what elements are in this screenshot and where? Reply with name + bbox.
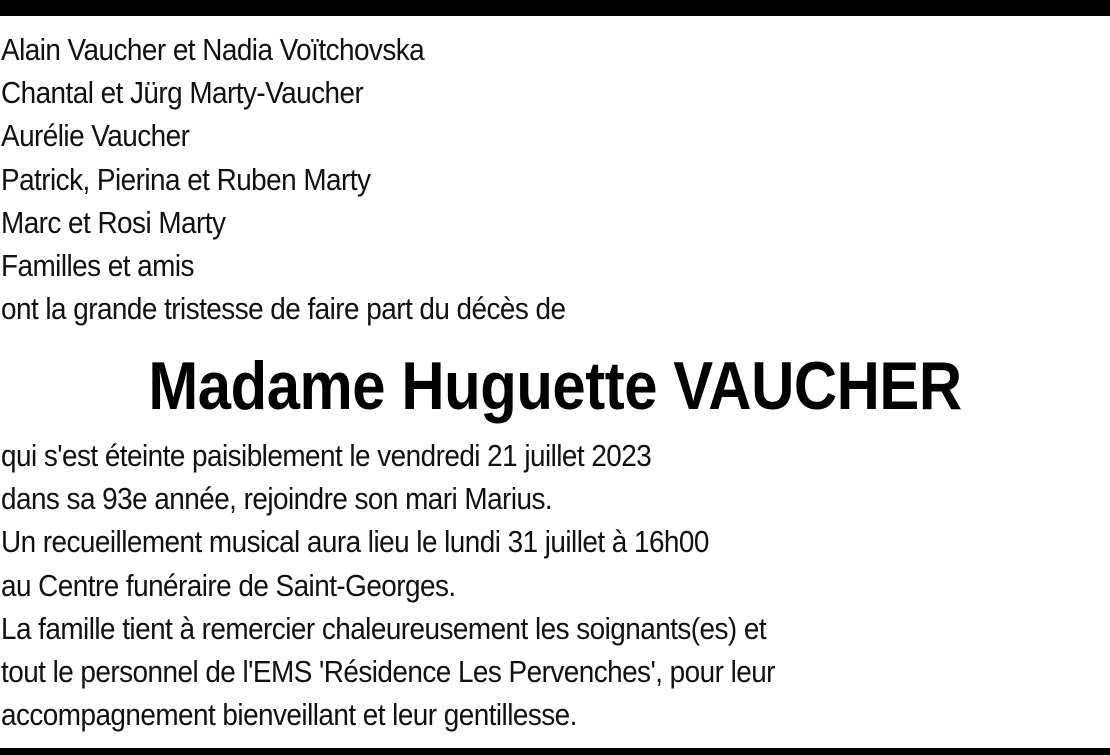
details-text (1, 434, 861, 736)
family-line: Aurélie Vaucher (1, 118, 190, 154)
bottom-border (0, 748, 1110, 755)
family-line: Familles et amis (1, 247, 194, 283)
details-line: tout le personnel de l'EMS 'Résidence Les Pervenches', pour leur (1, 653, 775, 689)
details-line: Un recueillement musical aura lieu le lundi 31 juillet à 16h00 (1, 524, 709, 560)
family-line: Marc et Rosi Marty (1, 204, 226, 240)
details-line: au Centre funéraire de Saint-Georges. (1, 567, 456, 603)
family-line: Alain Vaucher et Nadia Voïtchovska (1, 32, 425, 67)
family-line: Patrick, Pierina et Ruben Marty (1, 161, 371, 197)
details-line: qui s'est éteinte paisiblement le vendredi 21 juillet 2023 (1, 438, 652, 473)
family-list (1, 28, 628, 330)
details-line: La famille tient à remercier chaleureusement les soignants(es) et (1, 610, 767, 646)
top-border (0, 0, 1110, 16)
family-line: Chantal et Jürg Marty-Vaucher (1, 75, 364, 111)
deceased-name: Madame Huguette VAUCHER (148, 348, 962, 424)
announcement-intro: ont la grande tristesse de faire part du décès de (1, 291, 566, 327)
details-line: dans sa 93e année, rejoindre son mari Marius. (1, 481, 553, 517)
details-line: accompagnement bienveillant et leur gentillesse. (1, 697, 577, 733)
